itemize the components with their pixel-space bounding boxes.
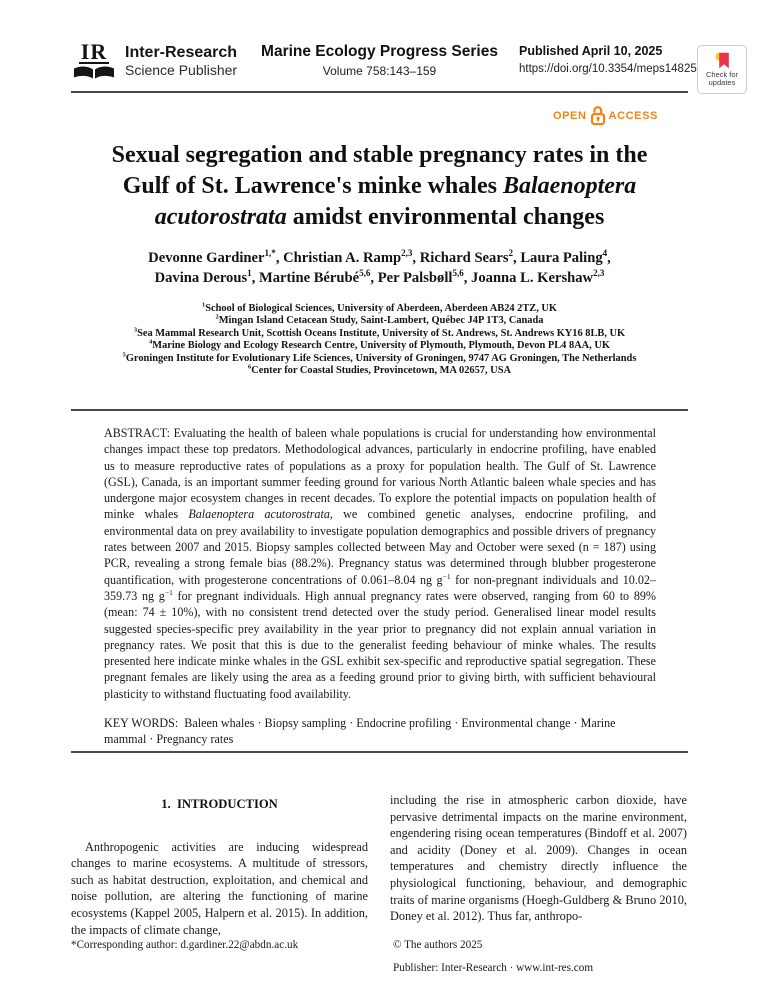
right-column xyxy=(390,792,687,938)
abstract-text: ABSTRACT: Evaluating the health of baleen whale populations is crucial for understanding how environmental changes impact these top predators. Methodological advances, particularly in endocrine profiling, have enabled us to measure reproductive rates of populations as a proxy for population health. The Gulf of St. Lawrence (GSL), Canada, is an important summer feeding ground for various North Atlantic baleen whale species and has undergone major ecosystem changes in recent decades. To explore the potential impacts on population health of minke whales Balaenoptera acutorostrata, we combined genetic analyses, endocrine profiling, and environmental data on prey availability to investigate population demographics and possible drivers of pregnancy rates between 2007 and 2015. Biopsy samples collected between May and October were sexed (n = 187) using PCR, revealing a strong female bias (88.2%). Pregnancy status was determined through blubber progesterone quantification, with progesterone concentrations of 0.061–8.04 ng $g^{-1}$ for non-pregnant individuals and 10.02–359.73 ng $g^{-1}$ for pregnant individuals. High annual pregnancy rates were observed, ranging from 60 to 89% (mean: 74 ± 10%), with no consistent trend detected over the study period. Generalised linear model results suggested species-specific prey availability in the year prior to pregnancy did not explain annual variation in pregnancy rates. We posit that this is due to the generalist feeding behaviour of minke whales. The results presented here indicate minke whales in the GSL exhibit sex-specific and reproductive spatial segregation. These pregnant females are likely using the area as a feeding ground prior to giving birth, with sufficient behavioural plasticity to withstand fluctuating food availability. xyxy=(104,426,656,701)
open-book-icon xyxy=(73,65,115,80)
journal-header xyxy=(71,38,697,92)
affiliation-line: $^4$Marine Biology and Ecology Research Centre, University of Plymouth, Plymouth, Devon PL4 8AA, UK xyxy=(149,338,610,352)
open-access-access-label: ACCESS xyxy=(608,109,658,122)
open-lock-icon xyxy=(590,105,606,126)
intro-paragraph-right: including the rise in atmospheric carbon dioxide, have pervasive detrimental impacts on the marine environment, engendering rising ocean temperatures (Bindoff et al. 2007) and acidity (Doney et al. 2009). Changes in ocean temperatures and chemistry directly influence the physiological functioning, behaviour, and demographic traits of marine organisms (Hoegh-Guldberg & Bruno 2010, Doney et al. 2012). Thus far, anthropo- xyxy=(390,793,687,924)
article-title-line: Sexual segregation and stable pregnancy rates in the xyxy=(111,142,648,168)
publisher-name: Inter-Research xyxy=(125,43,238,61)
author-list xyxy=(60,248,699,288)
header-divider xyxy=(71,91,688,93)
abstract-section xyxy=(104,425,656,748)
check-badge-label: Check for updates xyxy=(705,69,739,87)
publisher-monogram: IR xyxy=(80,39,108,64)
section-heading-introduction: 1. INTRODUCTION xyxy=(161,797,278,811)
article-title xyxy=(36,140,723,233)
intro-paragraph-left: Anthropogenic activities are inducing widespread changes to marine ecosystems. A multitude of stressors, such as habitat destruction, exploitation, and chemical and noise pollution, are altering the functioning of marine ecosystems (Kappel 2005, Halpern et al. 2015). In addition, the impacts of climate change, xyxy=(71,839,368,937)
affiliation-list xyxy=(45,303,714,377)
abstract-top-divider xyxy=(71,409,688,411)
article-title-line: Gulf of St. Lawrence's minke whales Balaenoptera xyxy=(122,173,637,199)
corresponding-author-label: *Corresponding author: xyxy=(71,939,181,951)
corresponding-author-footnote xyxy=(71,939,298,951)
published-date: Published April 10, 2025 xyxy=(519,44,663,58)
affiliation-line: $^6$Center for Coastal Studies, Provincetown, MA 02657, USA xyxy=(248,363,511,377)
journal-volume: Volume 758:143–159 xyxy=(322,64,437,78)
open-access-logo xyxy=(553,105,658,126)
open-access-open-label: OPEN xyxy=(552,109,587,122)
left-column xyxy=(71,792,368,938)
journal-name: Marine Ecology Progress Series xyxy=(261,43,498,60)
keywords-text: KEY WORDS: Baleen whales · Biopsy sampling · Endocrine profiling · Environmental change · Marine mammal · Pregnancy rates xyxy=(104,716,616,747)
publisher-footer-line: Publisher: Inter-Research · www.int-res.com xyxy=(393,962,594,974)
body-columns xyxy=(71,792,688,938)
article-title-line: acutorostrata amidst environmental changes xyxy=(154,204,605,230)
bookmark-icon xyxy=(715,52,730,69)
corresponding-author-email[interactable]: d.gardiner.22@abdn.ac.uk xyxy=(180,939,299,951)
doi-link[interactable]: https://doi.org/10.3354/meps14825 xyxy=(519,63,697,75)
affiliation-line: $^3$Sea Mammal Research Unit, Scottish Oceans Institute, University of St. Andrews, St. Andrews KY16 8LB, UK xyxy=(133,326,626,339)
publisher-monogram-block xyxy=(73,41,115,80)
affiliation-line: $^2$Mingan Island Cetacean Study, Saint-Lambert, Québec J4P 1T3, Canada xyxy=(215,313,544,327)
author-line: Davina Derous$^1$, Martine Bérubé$^{5,6}$, Per Palsbøll$^{5,6}$, Joanna L. Kershaw$^{2,3}$ xyxy=(154,268,605,286)
affiliation-line: $^5$Groningen Institute for Evolutionary Life Sciences, University of Groningen, 9747 AG Groningen, The Netherlands xyxy=(122,351,637,364)
publisher-subtitle: Science Publisher xyxy=(125,61,238,78)
publication-info xyxy=(519,44,697,76)
check-for-updates-badge[interactable] xyxy=(697,45,747,94)
affiliation-line: $^1$School of Biological Sciences, University of Aberdeen, Aberdeen AB24 2TZ, UK xyxy=(201,301,558,314)
copyright-notice: © The authors 2025 xyxy=(393,939,483,951)
journal-title-block xyxy=(211,43,548,79)
abstract-bottom-divider xyxy=(71,751,688,753)
author-line: Devonne Gardiner$^{1,*}$, Christian A. Ramp$^{2,3}$, Richard Sears$^2$, Laura Paling$^4$, xyxy=(148,248,611,266)
